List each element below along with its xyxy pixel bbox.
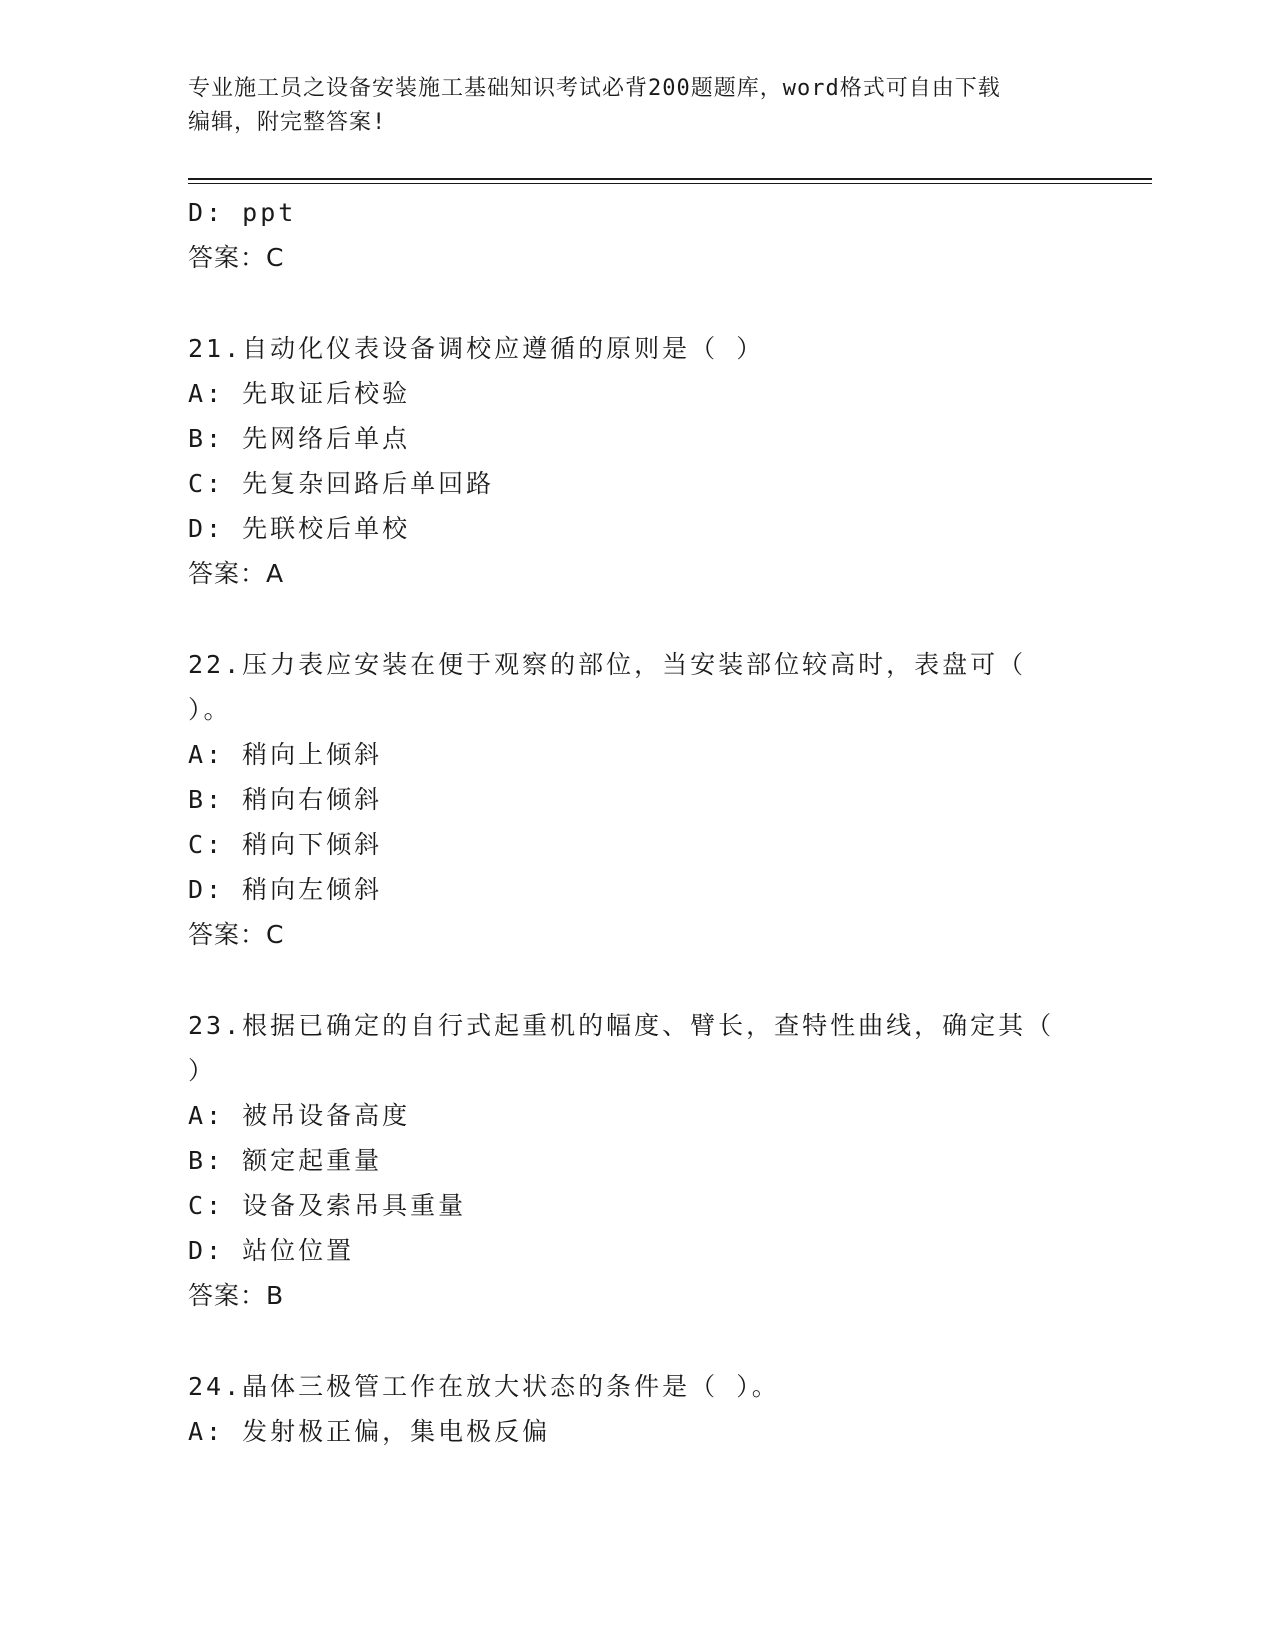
question-23-option-b: B: 额定起重量 [188, 1146, 383, 1175]
question-23-option-d: D: 站位位置 [188, 1236, 355, 1265]
question-23-stem-line-1: 23.根据已确定的自行式起重机的幅度、臂长，查特性曲线，确定其（ [188, 1011, 1055, 1040]
question-23-answer: 答案：B [188, 1281, 285, 1310]
question-23-option-a: A: 被吊设备高度 [188, 1101, 411, 1130]
question-22-option-d: D: 稍向左倾斜 [188, 875, 383, 904]
question-23-stem-line-2: ） [188, 1056, 217, 1085]
question-20-answer: 答案：C [188, 243, 285, 272]
spacer [188, 280, 1088, 326]
document-header [188, 72, 1068, 140]
question-21-stem: 21.自动化仪表设备调校应遵循的原则是（ ） [188, 334, 765, 363]
question-21-option-d: D: 先联校后单校 [188, 514, 411, 543]
spacer [188, 957, 1088, 1003]
question-23-option-c: C: 设备及索吊具重量 [188, 1191, 467, 1220]
question-24-option-a: A: 发射极正偏，集电极反偏 [188, 1417, 551, 1446]
question-list [188, 190, 1088, 1454]
header-title-line-1: 专业施工员之设备安装施工基础知识考试必背200题题库，word格式可自由下载 [188, 76, 1001, 101]
question-20-option-d: D: ppt [188, 198, 297, 227]
question-21-option-a: A: 先取证后校验 [188, 379, 411, 408]
question-22 [188, 642, 1088, 957]
header-title-line-2: 编辑，附完整答案! [188, 110, 387, 135]
question-24 [188, 1364, 1088, 1454]
question-21 [188, 326, 1088, 596]
question-21-answer: 答案：A [188, 559, 285, 588]
spacer [188, 1318, 1088, 1364]
question-22-option-c: C: 稍向下倾斜 [188, 830, 383, 859]
question-23 [188, 1003, 1088, 1318]
spacer [188, 596, 1088, 642]
question-24-stem: 24.晶体三极管工作在放大状态的条件是（ ）。 [188, 1372, 780, 1401]
question-22-option-b: B: 稍向右倾斜 [188, 785, 383, 814]
question-22-answer: 答案：C [188, 920, 285, 949]
question-22-stem-line-1: 22.压力表应安装在便于观察的部位，当安装部位较高时，表盘可（ [188, 650, 1027, 679]
header-divider-thick [188, 178, 1152, 180]
question-22-option-a: A: 稍向上倾斜 [188, 740, 383, 769]
header-divider-thin [188, 183, 1152, 184]
question-21-option-c: C: 先复杂回路后单回路 [188, 469, 495, 498]
question-21-option-b: B: 先网络后单点 [188, 424, 411, 453]
question-22-stem-line-2: ）。 [188, 695, 232, 724]
